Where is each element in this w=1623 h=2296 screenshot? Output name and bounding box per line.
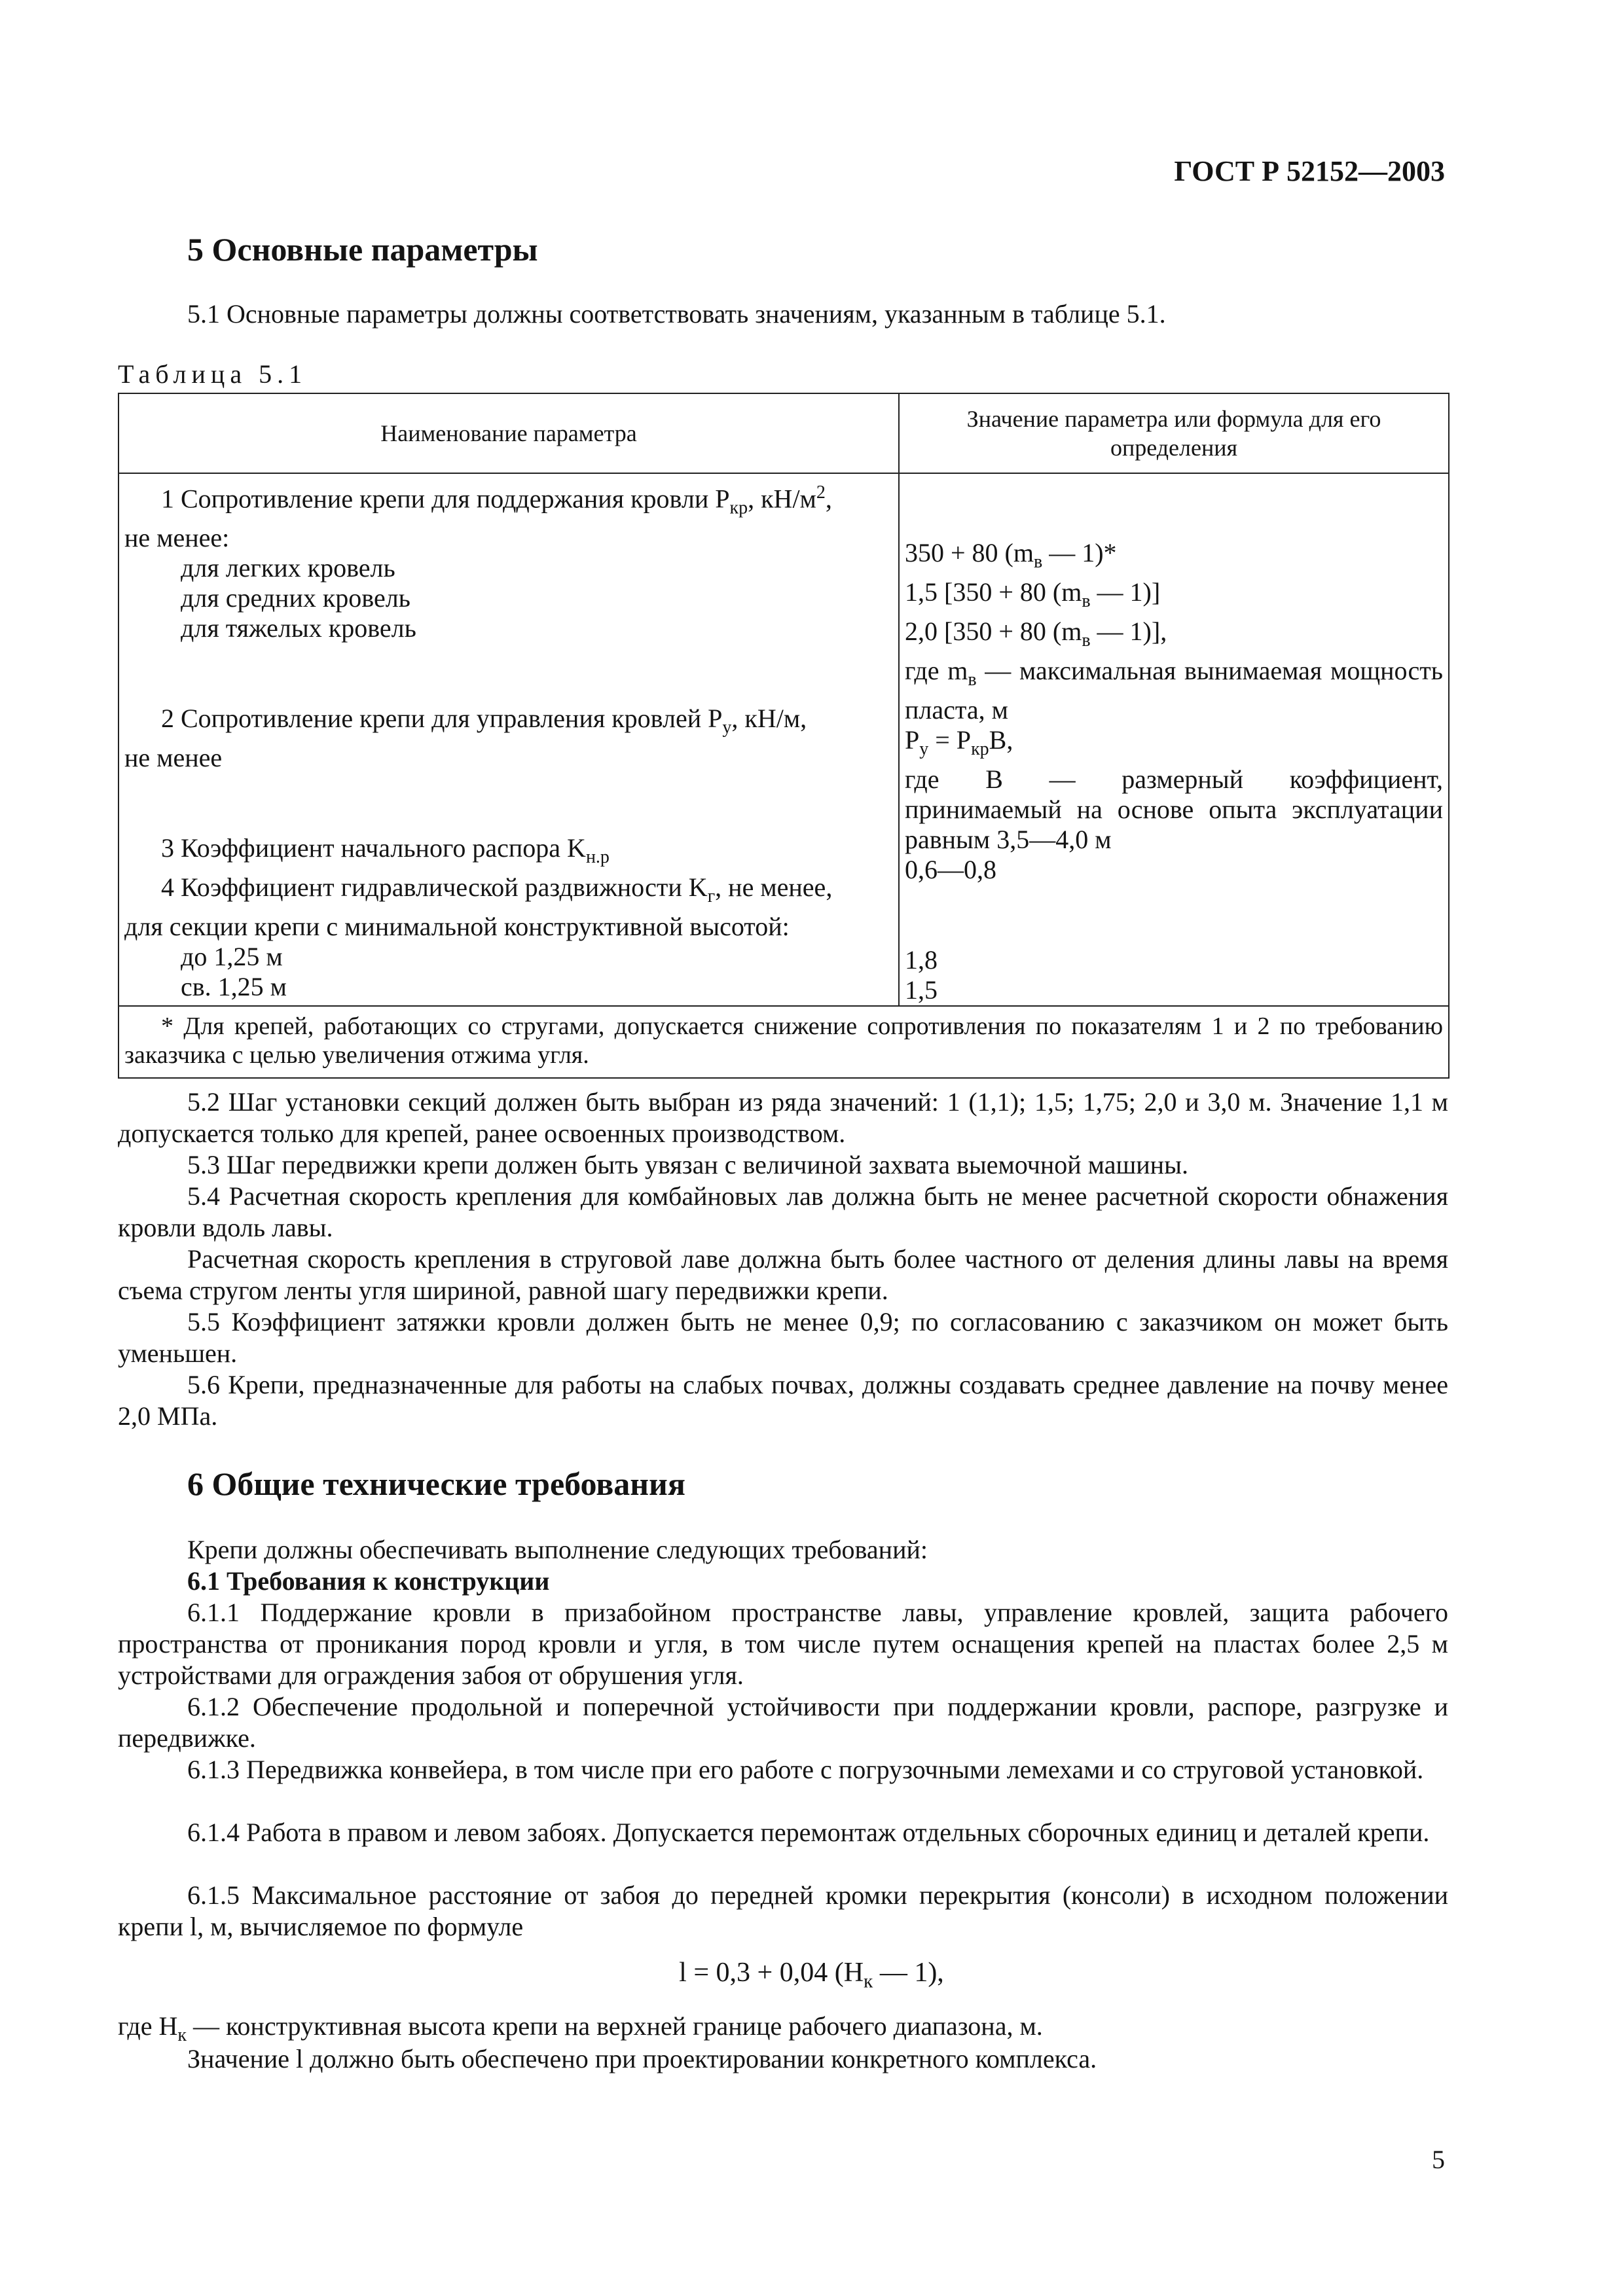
section-6-title: 6 Общие технические требования [187, 1465, 685, 1502]
page-number: 5 [1432, 2145, 1445, 2174]
paragraph-6-1-3: 6.1.3 Передвижка конвейера, в том числе при его работе с погрузочными лемехами и со струговой установкой. [187, 1755, 1424, 1784]
row1-heavy-roof: для тяжелых кровель [181, 613, 416, 643]
row2-title-cont: не менее [124, 743, 223, 773]
formula-explanation: где $H_к$ — конструктивная высота крепи на верхней границе рабочего диапазона, м. [118, 2011, 1043, 2045]
row1-title: 1 Сопротивление крепи для поддержания кровли $P_{кр}$, $кН/м^2$, [161, 482, 832, 518]
row4-over: св. 1,25 м [181, 972, 287, 1002]
paragraph-6-1-5: 6.1.5 Максимальное расстояние от забоя до передней кромки перекрытия (консоли) в исходном положении крепи l, м, вычисляемое по формуле [118, 1880, 1448, 1941]
parameter-values-cell [899, 473, 1449, 1006]
table-footnote: * Для крепей, работающих со стругами, допускается снижение сопротивления по показателям 1 и 2 по требованию заказчика с целью увеличения отжима угля. [119, 1006, 1449, 1078]
paragraph-6-1-1: 6.1.1 Поддержание кровли в призабойном пространстве лавы, управление кровлей, защита рабочего пространства от проникания пород кровли и угля, в том числе путем оснащения крепей на пластах более 2,5 м устройствами для ограждения забоя от обрушения угля. [118, 1598, 1448, 1690]
paragraph-5-2: 5.2 Шаг установки секций должен быть выбран из ряда значений: 1 (1,1); 1,5; 1,75; 2,0 и 3,0 м. Значение 1,1 м допускается только для крепей, ранее освоенных производством. [118, 1087, 1448, 1148]
table-header-row [119, 393, 1449, 473]
row1-light-roof: для легких кровель [181, 553, 395, 583]
row4-title: 4 Коэффициент гидравлической раздвижности $K_г$, не менее, [161, 872, 833, 907]
section-5-title: 5 Основные параметры [187, 231, 538, 268]
value-row4-up-to: 1,8 [905, 945, 938, 975]
row3-title: 3 Коэффициент начального распора $K_{н.р}$ [161, 833, 610, 868]
row4-up-to: до 1,25 м [181, 942, 283, 972]
row1-medium-roof: для средних кровель [181, 583, 410, 613]
paragraph-6-1-4: 6.1.4 Работа в правом и левом забоях. Допускается перемонтаж отдельных сборочных единиц и деталей крепи. [187, 1818, 1430, 1847]
value-light-roof: 350 + 80 ($m_в$ — 1)* [905, 538, 1117, 572]
paragraph-5-1: 5.1 Основные параметры должны соответствовать значениям, указанным в таблице 5.1. [187, 299, 1166, 329]
value-medium-roof: 1,5 [350 + 80 ($m_в$ — 1)] [905, 577, 1161, 611]
section-6-intro: Крепи должны обеспечивать выполнение следующих требований: [187, 1535, 928, 1564]
table-caption: Таблица 5.1 [118, 359, 308, 389]
value-row2-note: где B — размерный коэффициент, принимаемый на основе опыта эксплуатации равным 3,5—4,0 м [905, 764, 1443, 854]
paragraph-6-1-2: 6.1.2 Обеспечение продольной и поперечной устойчивости при поддержании кровли, распоре, разгрузке и передвижке. [118, 1692, 1448, 1753]
paragraph-5-6: 5.6 Крепи, предназначенные для работы на слабых почвах, должны создавать среднее давление на почву менее 2,0 МПа. [118, 1370, 1448, 1431]
value-row3: 0,6—0,8 [905, 855, 996, 884]
table-body-row [119, 473, 1449, 1006]
row1-title-cont: не менее: [124, 523, 230, 553]
value-row1-note: где $m_в$ — максимальная вынимаемая мощность пласта, м [905, 656, 1443, 725]
value-row2-formula: $P_у = P_{кр}B$, [905, 725, 1013, 759]
paragraph-final: Значение l должно быть обеспечено при проектировании конкретного комплекса. [187, 2044, 1097, 2073]
parameter-names-cell [119, 473, 899, 1006]
row4-title-cont: для секции крепи с минимальной конструктивной высотой: [124, 912, 790, 942]
table-header-value: Значение параметра или формула для его определения [899, 393, 1449, 473]
paragraph-5-4-cont: Расчетная скорость крепления в струговой лаве должна быть более частного от деления длины лавы на время съема стругом ленты угля шириной, равной шагу передвижки крепи. [118, 1244, 1448, 1305]
table-footnote-row [119, 1006, 1449, 1078]
subsection-6-1-title: 6.1 Требования к конструкции [187, 1566, 550, 1596]
document-code: ГОСТ Р 52152—2003 [1174, 155, 1445, 187]
paragraph-5-4: 5.4 Расчетная скорость крепления для комбайновых лав должна быть не менее расчетной скорости обнажения кровли вдоль лавы. [118, 1181, 1448, 1242]
paragraph-5-3: 5.3 Шаг передвижки крепи должен быть увязан с величиной захвата выемочной машины. [187, 1150, 1188, 1179]
formula-l: l = 0,3 + 0,04 ($H_к$ — 1), [679, 1958, 944, 1992]
parameters-table [118, 393, 1450, 1079]
value-row4-over: 1,5 [905, 975, 938, 1005]
paragraph-5-5: 5.5 Коэффициент затяжки кровли должен быть не менее 0,9; по согласованию с заказчиком он может быть уменьшен. [118, 1307, 1448, 1368]
table-header-name: Наименование параметра [119, 393, 899, 473]
row2-title: 2 Сопротивление крепи для управления кровлей $P_у$, кН/м, [161, 704, 807, 738]
value-heavy-roof: 2,0 [350 + 80 ($m_в$ — 1)], [905, 617, 1167, 651]
